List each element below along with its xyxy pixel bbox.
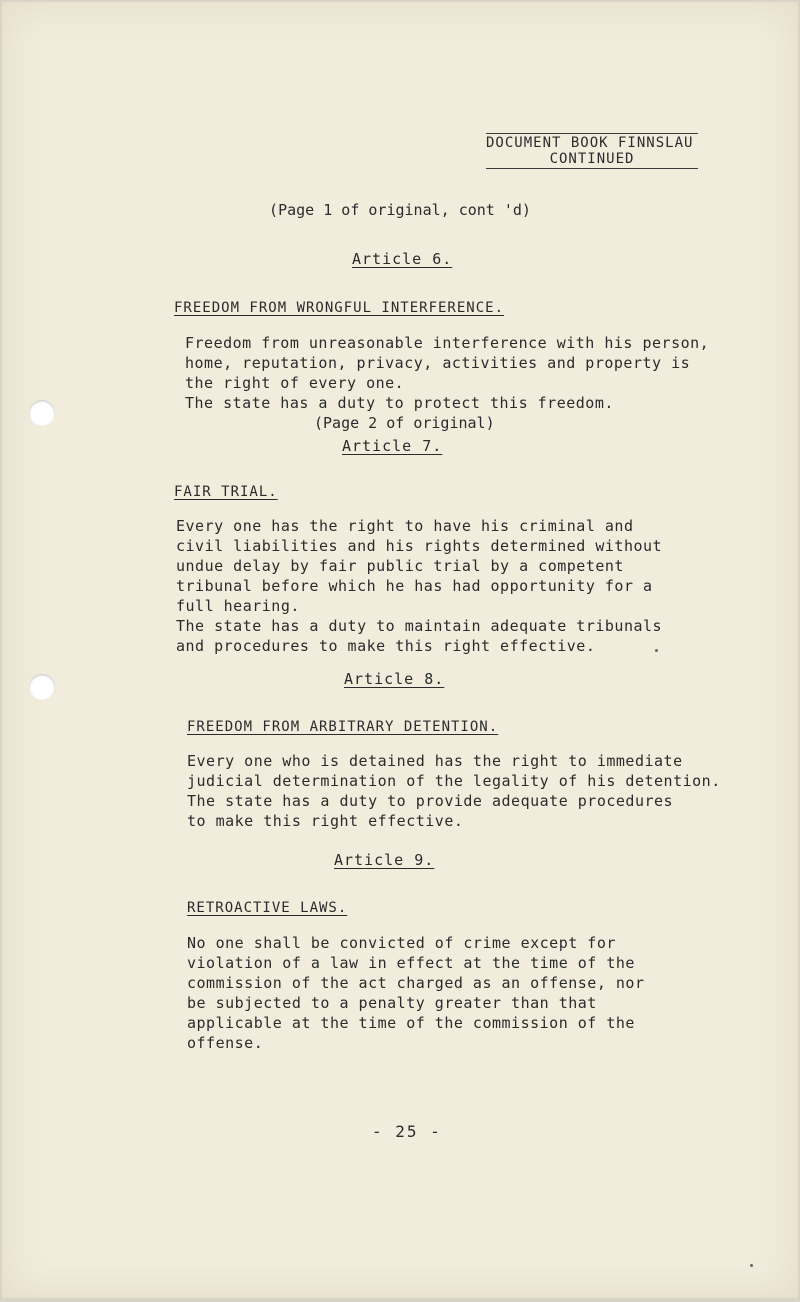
- header-rule-top: [486, 133, 698, 134]
- article-9-heading: RETROACTIVE LAWS.: [187, 900, 348, 916]
- punch-hole-bottom: [29, 674, 55, 700]
- article-8-title: Article 8.: [344, 670, 445, 688]
- article-6-title: Article 6.: [352, 250, 453, 268]
- article-9-line: offense.: [187, 1034, 264, 1052]
- header-rule-bottom: [486, 168, 698, 169]
- article-7-line: tribunal before which he has had opportunity for a: [176, 577, 653, 595]
- article-9-body: [187, 933, 644, 1053]
- header-line-1: DOCUMENT BOOK FINNSLAU: [486, 135, 694, 151]
- ink-speck: [750, 1264, 753, 1267]
- article-7-line: Every one has the right to have his criminal and: [176, 517, 634, 535]
- article-6-body: [185, 333, 709, 413]
- article-8-line: to make this right effective.: [187, 812, 464, 830]
- header-line-2: CONTINUED: [549, 151, 635, 167]
- article-8-line: judicial determination of the legality of his detention.: [187, 772, 721, 790]
- article-6-heading: FREEDOM FROM WRONGFUL INTERFERENCE.: [174, 300, 505, 316]
- article-7-body: [176, 516, 662, 656]
- ink-speck: [655, 649, 658, 652]
- article-9-line: No one shall be convicted of crime except for: [187, 934, 616, 952]
- article-6-line: The state has a duty to protect this freedom.: [185, 394, 614, 412]
- article-9-line: applicable at the time of the commission of the: [187, 1014, 635, 1032]
- article-9-title: Article 9.: [334, 851, 435, 869]
- article-8-heading: FREEDOM FROM ARBITRARY DETENTION.: [187, 719, 499, 735]
- article-9-line: be subjected to a penalty greater than that: [187, 994, 597, 1012]
- article-7-line: and procedures to make this right effective.: [176, 637, 596, 655]
- document-page: [2, 2, 798, 1298]
- punch-hole-top: [29, 400, 55, 426]
- article-7-line: full hearing.: [176, 597, 300, 615]
- article-6-line: home, reputation, privacy, activities and property is: [185, 354, 691, 372]
- article-7-title: Article 7.: [342, 437, 443, 455]
- article-8-body: [187, 751, 721, 831]
- page-number: - 25 -: [372, 1122, 442, 1141]
- page-reference-2: (Page 2 of original): [314, 414, 495, 432]
- article-7-heading: FAIR TRIAL.: [174, 484, 278, 500]
- article-6-line: the right of every one.: [185, 374, 405, 392]
- article-7-line: civil liabilities and his rights determined without: [176, 537, 663, 555]
- article-6-line: Freedom from unreasonable interference with his person,: [185, 334, 710, 352]
- article-7-line: undue delay by fair public trial by a competent: [176, 557, 624, 575]
- article-8-line: Every one who is detained has the right to immediate: [187, 752, 683, 770]
- article-7-line: The state has a duty to maintain adequate tribunals: [176, 617, 663, 635]
- article-9-line: violation of a law in effect at the time of the: [187, 954, 635, 972]
- article-9-line: commission of the act charged as an offense, nor: [187, 974, 645, 992]
- article-8-line: The state has a duty to provide adequate procedures: [187, 792, 674, 810]
- page-reference-1: (Page 1 of original, cont 'd): [269, 201, 531, 219]
